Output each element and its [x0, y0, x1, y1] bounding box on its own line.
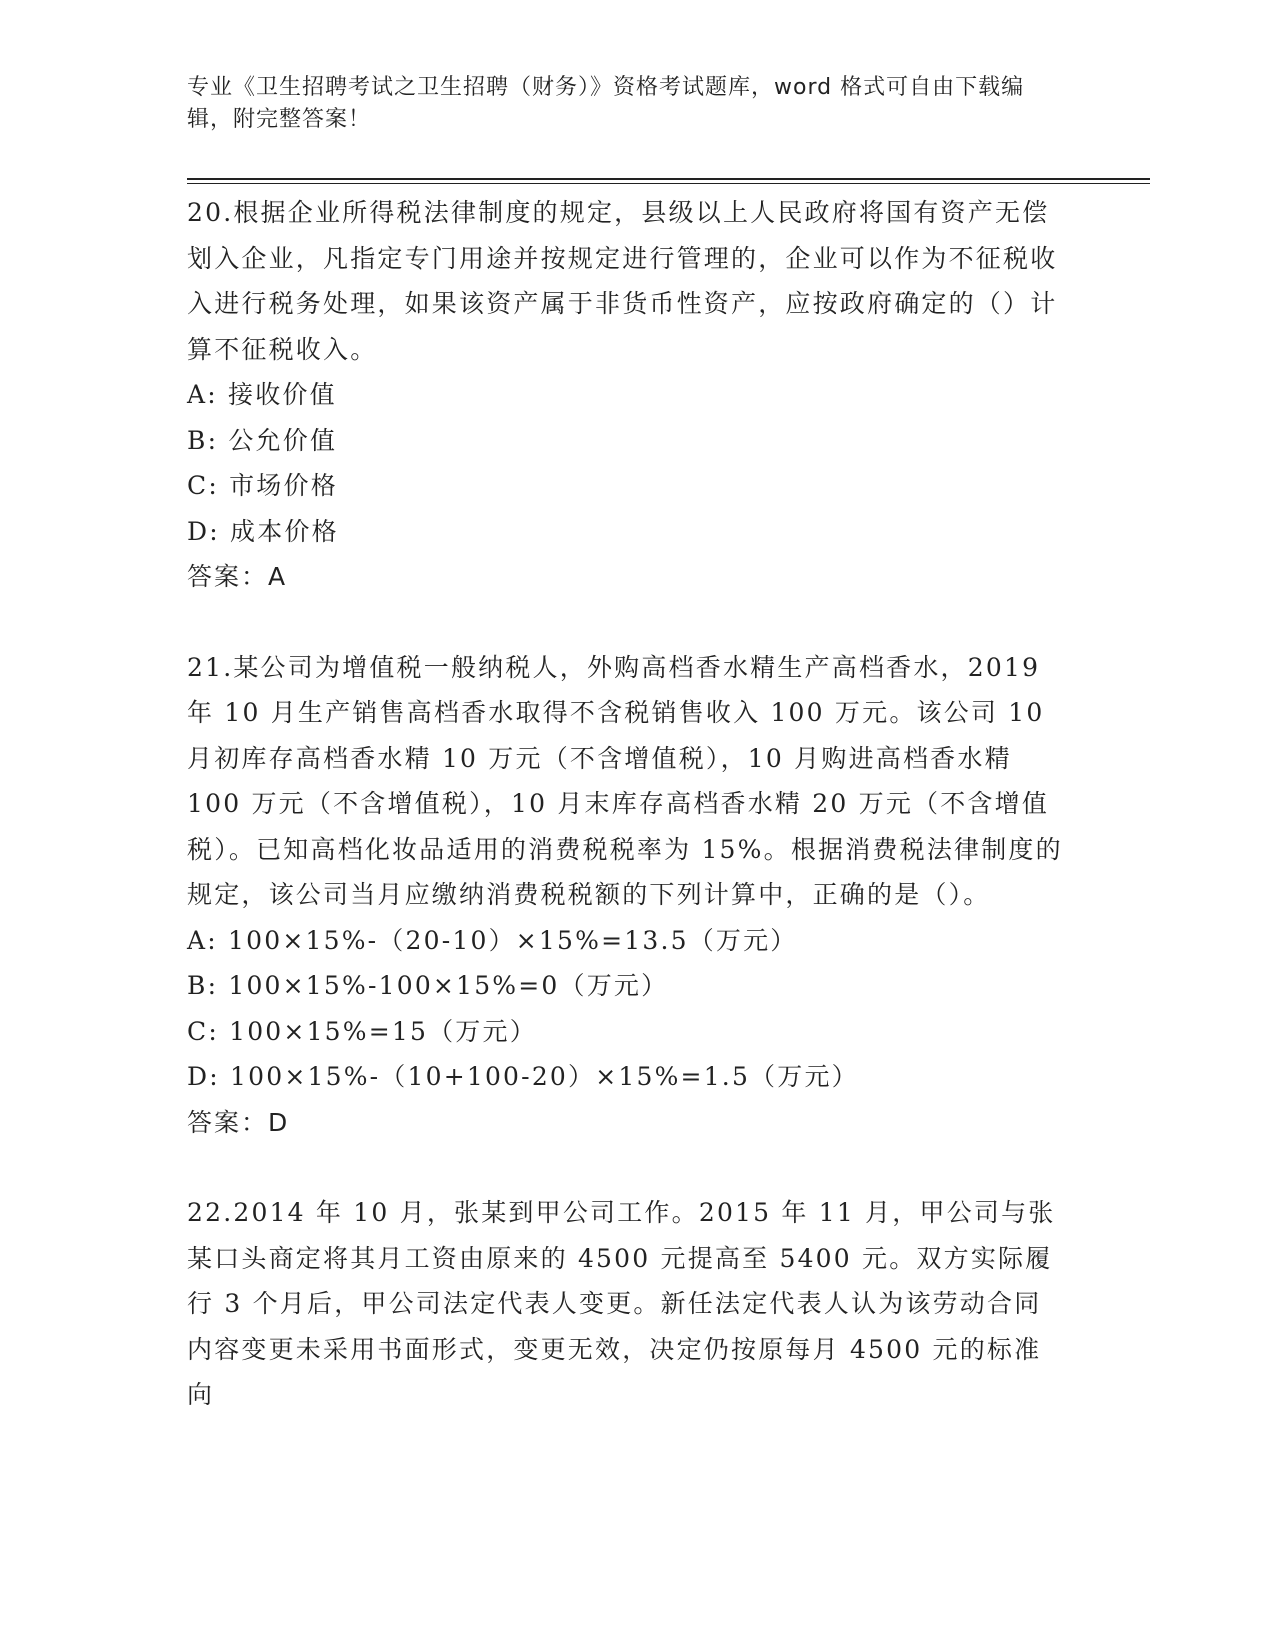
question-21: [187, 645, 1067, 1146]
option-b: B: 公允价值: [187, 425, 338, 455]
option-c: C: 市场价格: [187, 471, 338, 500]
document-header: 专业《卫生招聘考试之卫生招聘（财务）》资格考试题库，word 格式可自由下载编辑，附完整答案！: [187, 75, 1025, 132]
option-a: A: 接收价值: [187, 380, 337, 409]
answer-line: 答案：A: [187, 562, 288, 591]
option-c: C: 100×15%=15（万元）: [187, 1016, 537, 1046]
option-d: D: 成本价格: [187, 516, 339, 546]
question-stem: 21.某公司为增值税一般纳税人，外购高档香水精生产高档香水，2019 年 10 月生产销售高档香水取得不含税销售收入 100 万元。该公司 10 月初库存高档香水精 10 万元（不含增值税），10 月购进高档香水精 100 万元（不含增值税），10 月末库存高档香水精 20 万元（不含增值税）。已知高档化妆品适用的消费税税率为 15%。根据消费税法律制度的规定，该公司当月应缴纳消费税税额的下列计算中，正确的是（）。: [187, 652, 1063, 909]
question-stem: 22.2014 年 10 月，张某到甲公司工作。2015 年 11 月，甲公司与张某口头商定将其月工资由原来的 4500 元提高至 5400 元。双方实际履行 3 个月后，甲公司法定代表人变更。新任法定代表人认为该劳动合同内容变更未采用书面形式，变更无效，决定仍按原每月 4500 元的标准向: [187, 1198, 1056, 1409]
header-divider-thick: [187, 178, 1150, 180]
header-divider-thin: [187, 183, 1150, 184]
option-b: B: 100×15%-100×15%=0（万元）: [187, 971, 669, 1000]
answer-line: 答案：D: [187, 1107, 290, 1137]
option-a: A: 100×15%-（20-10）×15%=13.5（万元）: [187, 925, 798, 955]
option-d: D: 100×15%-（10+100-20）×15%=1.5（万元）: [187, 1062, 859, 1091]
spacer: [187, 1145, 1067, 1190]
question-list: [187, 190, 1067, 1418]
spacer: [187, 600, 1067, 645]
question-20: [187, 190, 1067, 600]
question-22: [187, 1190, 1067, 1418]
question-stem: 20.根据企业所得税法律制度的规定，县级以上人民政府将国有资产无偿划入企业，凡指定专门用途并按规定进行管理的，企业可以作为不征税收入进行税务处理，如果该资产属于非货币性资产，应按政府确定的（）计算不征税收入。: [187, 198, 1058, 364]
